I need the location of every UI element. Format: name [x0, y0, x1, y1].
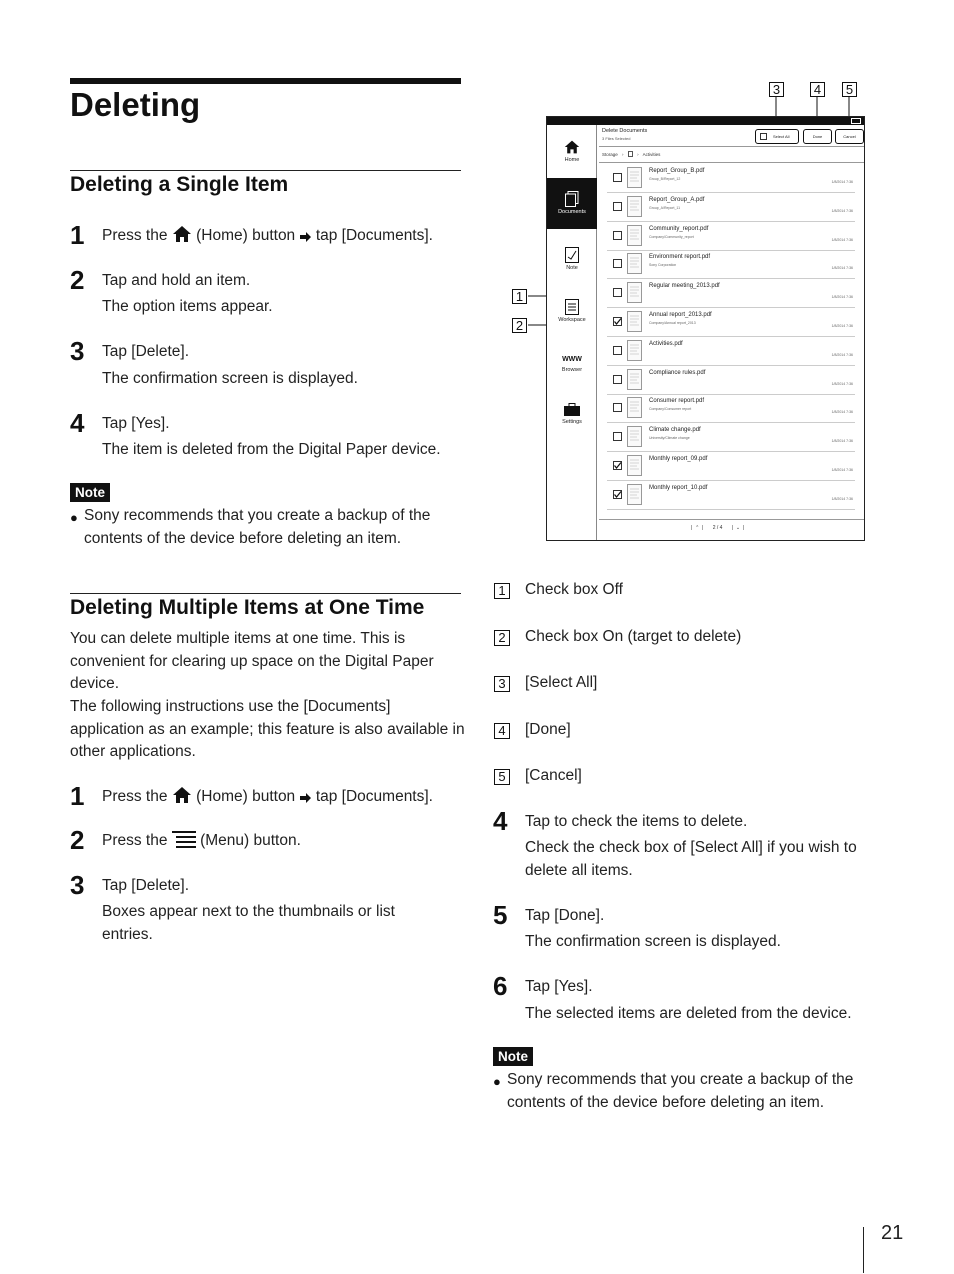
document-date: 1/8/2014 7:36 — [831, 295, 853, 300]
document-thumbnail — [627, 455, 642, 476]
document-thumbnail — [627, 253, 642, 274]
chevron-right-icon: › — [637, 152, 639, 157]
document-thumbnail — [627, 167, 642, 188]
document-thumbnail — [627, 484, 642, 505]
menu-icon — [172, 830, 196, 848]
document-thumbnail — [627, 311, 642, 332]
step-result: The item is deleted from the Digital Paper device. — [102, 441, 441, 458]
legend-label: Check box On (target to delete) — [525, 628, 742, 645]
bullet-icon: ● — [70, 510, 78, 525]
callout-1: 1 — [512, 289, 527, 304]
document-thumbnail — [627, 225, 642, 246]
folder-icon — [628, 151, 633, 157]
sidebar-item-workspace[interactable] — [547, 289, 597, 339]
document-date: 1/8/2014 7:36 — [831, 439, 853, 444]
arrow-right-icon — [300, 231, 312, 243]
step-number: 2 — [70, 825, 85, 855]
step-number: 4 — [493, 806, 508, 836]
device-screen — [546, 116, 865, 541]
step-text: Tap to check the items to delete. — [525, 813, 748, 830]
document-date: 1/8/2014 7:36 — [831, 324, 853, 328]
chevron-down-icon[interactable]: | ⌄ | — [731, 525, 745, 531]
step-text-part: tap [Documents]. — [315, 788, 433, 805]
document-path: Sony Corporation — [649, 263, 677, 268]
device-status-bar — [547, 117, 864, 125]
divider — [599, 519, 864, 520]
checkbox-unchecked[interactable] — [613, 403, 622, 412]
step-text: Tap [Delete]. — [102, 343, 190, 360]
settings-icon — [563, 403, 581, 417]
checkbox-unchecked[interactable] — [613, 432, 622, 441]
breadcrumb — [602, 151, 660, 157]
step-text-part: Press the — [102, 788, 168, 805]
document-path: Group_B/Report_12 — [649, 177, 681, 181]
legend-number: 1 — [494, 583, 510, 599]
note-label: Note — [493, 1047, 533, 1066]
note-text: Sony recommends that you create a backup of the contents of the device before deleting an item. — [84, 507, 431, 547]
sidebar-label: Home — [564, 157, 580, 163]
title-rule — [70, 78, 461, 84]
step-text: Tap [Yes]. — [102, 415, 170, 432]
document-name: Environment report.pdf — [649, 254, 711, 261]
sidebar-item-settings[interactable] — [547, 393, 597, 443]
document-name: Community_report.pdf — [649, 225, 709, 232]
legend-label: [Cancel] — [525, 767, 582, 784]
sidebar-item-note[interactable] — [547, 237, 597, 287]
document-date: 1/8/2014 7:36 — [831, 468, 853, 472]
checkbox-unchecked[interactable] — [613, 346, 622, 355]
section-heading-multiple: Deleting Multiple Items at One Time — [70, 596, 425, 619]
divider — [599, 146, 864, 147]
note-text: Sony recommends that you create a backup of the contents of the device before deleting an item. — [507, 1071, 854, 1111]
sidebar-label: Browser — [561, 367, 583, 373]
section-rule — [70, 170, 461, 171]
intro-paragraph: You can delete multiple items at one time. This is convenient for clearing up space on the Digital Paper device. — [70, 630, 434, 692]
page-indicator: 2 / 4 — [712, 525, 723, 531]
bullet-icon: ● — [493, 1074, 501, 1089]
note-label: Note — [70, 483, 110, 502]
sidebar-label: Note — [566, 265, 578, 271]
done-button[interactable]: Done — [803, 129, 832, 144]
document-date: 1/8/2014 7:36 — [831, 410, 853, 415]
step-number: 6 — [493, 971, 508, 1001]
document-name: Monthly report_09.pdf — [649, 456, 708, 462]
sidebar-item-documents[interactable] — [547, 178, 597, 229]
browser-icon — [562, 351, 582, 365]
document-thumbnail — [627, 426, 642, 447]
step-text-part: (Home) button — [196, 788, 296, 805]
document-thumbnail — [627, 397, 642, 418]
select-all-button[interactable] — [755, 129, 799, 144]
arrow-right-icon — [300, 792, 312, 804]
callout-2: 2 — [512, 318, 527, 333]
intro-paragraph: The following instructions use the [Documents] application as an example; this feature is also available in other applications. — [70, 698, 465, 760]
home-icon — [564, 139, 580, 155]
page-number-rule — [863, 1227, 864, 1273]
step-result: The selected items are deleted from the device. — [525, 1005, 852, 1022]
step-result: The confirmation screen is displayed. — [102, 370, 358, 387]
step-number: 1 — [70, 781, 85, 811]
document-row[interactable] — [607, 279, 855, 308]
breadcrumb-storage[interactable]: Storage — [602, 152, 618, 157]
checkbox-unchecked[interactable] — [613, 202, 622, 211]
step-text-part: (Home) button — [196, 227, 296, 244]
legend-number: 4 — [494, 723, 510, 739]
page-number: 21 — [881, 1222, 904, 1244]
checkbox-unchecked[interactable] — [613, 231, 622, 240]
callout-3: 3 — [769, 82, 784, 97]
document-name: Report_Group_B.pdf — [649, 168, 705, 174]
document-row[interactable] — [607, 423, 855, 452]
checkbox-unchecked[interactable] — [613, 173, 622, 182]
document-date: 1/8/2014 7:36 — [831, 381, 853, 386]
step-result: Check the check box of [Select All] if you wish to delete all items. — [525, 839, 857, 879]
step-text: Tap [Yes]. — [525, 978, 593, 995]
document-row[interactable] — [607, 452, 855, 481]
step-number: 2 — [70, 265, 85, 295]
document-path: Company/Community_report — [649, 234, 694, 239]
legend-label: [Select All] — [525, 674, 598, 691]
step-result: Boxes appear next to the thumbnails or list entries. — [102, 903, 395, 943]
select-all-checkbox[interactable] — [760, 133, 767, 140]
step-text: Tap and hold an item. — [102, 272, 251, 289]
step-result: The option items appear. — [102, 298, 273, 315]
documents-icon — [565, 191, 579, 207]
step-text — [102, 786, 433, 808]
document-row[interactable] — [607, 481, 855, 510]
document-date: 1/8/2014 7:36 — [831, 208, 853, 213]
checkbox-checked[interactable] — [613, 490, 622, 499]
sidebar-label: Documents — [558, 209, 586, 215]
document-name: Consumer report.pdf — [649, 398, 705, 405]
step-text: Tap [Done]. — [525, 907, 605, 924]
document-name: Climate change.pdf — [649, 427, 701, 434]
note-icon — [565, 247, 579, 263]
document-name: Compliance rules.pdf — [649, 369, 706, 376]
pager — [691, 525, 744, 531]
document-row[interactable] — [607, 164, 855, 193]
document-name: Regular meeting_2013.pdf — [649, 283, 720, 290]
divider — [599, 162, 864, 163]
step-text-part: Press the — [102, 227, 168, 244]
legend-number: 5 — [494, 769, 510, 785]
sidebar-label: Settings — [562, 419, 582, 425]
device-header-sub: 3 Files Selected — [602, 136, 631, 141]
chevron-up-icon[interactable]: | ⌃ | — [691, 525, 704, 531]
document-path: Group_A/Report_11 — [649, 205, 681, 210]
step-number: 3 — [70, 870, 85, 900]
legend-number: 3 — [494, 676, 510, 692]
document-row[interactable] — [607, 193, 855, 222]
legend-label: [Done] — [525, 721, 571, 738]
section-rule — [70, 593, 461, 594]
document-row[interactable] — [607, 394, 855, 423]
document-row[interactable] — [607, 250, 855, 279]
checkbox-checked[interactable] — [613, 317, 622, 326]
checkbox-unchecked[interactable] — [613, 375, 622, 384]
document-path: Company/Annual report_2013 — [649, 321, 696, 325]
page-title: Deleting — [70, 86, 201, 123]
breadcrumb-folder[interactable]: Activities — [642, 152, 661, 157]
step-text-part: tap [Documents]. — [315, 227, 433, 244]
workspace-icon — [565, 299, 579, 315]
step-result: The confirmation screen is displayed. — [525, 933, 781, 950]
sidebar-item-browser[interactable] — [547, 341, 597, 391]
step-text-part: (Menu) button. — [200, 832, 301, 849]
checkbox-checked[interactable] — [613, 461, 622, 470]
step-text-part: Press the — [102, 832, 168, 849]
document-thumbnail — [627, 282, 642, 303]
section-heading-single: Deleting a Single Item — [70, 173, 289, 196]
callout-4: 4 — [810, 82, 825, 97]
battery-icon — [851, 118, 861, 124]
document-date: 1/8/2014 7:36 — [831, 237, 853, 242]
legend-number: 2 — [494, 630, 510, 646]
home-icon — [172, 225, 192, 243]
document-row[interactable] — [607, 337, 855, 366]
checkbox-unchecked[interactable] — [613, 259, 622, 268]
step-text — [102, 225, 433, 247]
step-number: 5 — [493, 900, 508, 930]
document-row[interactable] — [607, 308, 855, 337]
document-row[interactable] — [607, 222, 855, 251]
chevron-right-icon: › — [622, 152, 624, 157]
document-name: Report_Group_A.pdf — [649, 196, 705, 203]
step-number: 4 — [70, 408, 85, 438]
select-all-label: Select All — [773, 134, 790, 139]
checkbox-unchecked[interactable] — [613, 288, 622, 297]
svg-text:WWW: WWW — [562, 356, 582, 363]
document-thumbnail — [627, 369, 642, 390]
device-sidebar — [547, 125, 597, 540]
step-text: Tap [Delete]. — [102, 877, 190, 894]
document-name: Activities.pdf — [649, 340, 683, 347]
document-path: Company/Consumer report — [649, 407, 692, 412]
document-date: 1/8/2014 7:36 — [831, 266, 853, 271]
callout-5: 5 — [842, 82, 857, 97]
document-thumbnail — [627, 340, 642, 361]
legend-label: Check box Off — [525, 581, 623, 598]
document-date: 1/8/2014 7:36 — [831, 496, 853, 501]
device-header-title: Delete Documents — [602, 128, 648, 134]
step-text — [102, 830, 301, 852]
step-number: 3 — [70, 336, 85, 366]
document-path: University/Climate change — [649, 436, 690, 441]
step-number: 1 — [70, 220, 85, 250]
home-icon — [172, 786, 192, 804]
document-date: 1/8/2014 7:36 — [831, 352, 853, 357]
document-name: Monthly report_10.pdf — [649, 484, 708, 491]
cancel-button[interactable]: Cancel — [835, 129, 864, 144]
document-row[interactable] — [607, 366, 855, 395]
document-date: 1/8/2014 7:36 — [831, 180, 853, 184]
document-thumbnail — [627, 196, 642, 217]
sidebar-label: Workspace — [558, 317, 586, 323]
document-name: Annual report_2013.pdf — [649, 312, 712, 318]
